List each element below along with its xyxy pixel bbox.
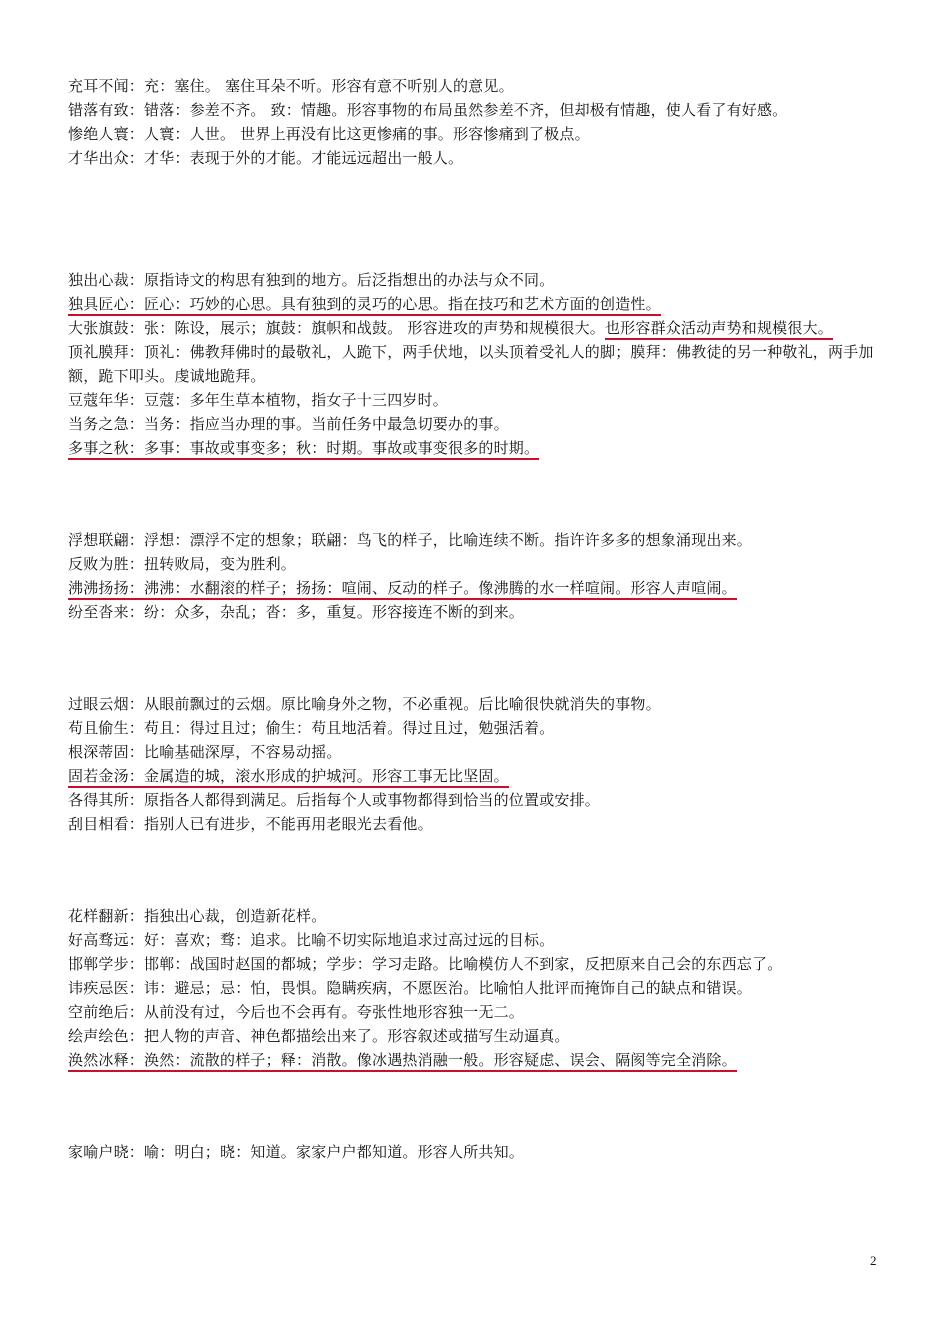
entry-text: 惨绝人寰：人寰：人世。 世界上再没有比这更惨痛的事。形容惨痛到了极点。 bbox=[68, 125, 590, 143]
entry-line bbox=[68, 412, 886, 436]
entry-text: 大张旗鼓：张：陈设，展示；旗鼓：旗帜和战鼓。 形容进攻的声势和规模很大。 bbox=[68, 319, 605, 337]
entry-line bbox=[68, 1140, 886, 1164]
entry-group bbox=[68, 528, 886, 624]
entry-line bbox=[68, 928, 886, 952]
entry-line bbox=[68, 788, 886, 812]
entry-text-underlined: 涣然冰释：涣然：流散的样子；释：消散。像冰遇热消融一般。形容疑虑、误会、隔阂等完全消除。 bbox=[68, 1051, 737, 1072]
entry-text: 纷至沓来：纷：众多，杂乱；沓：多，重复。形容接连不断的到来。 bbox=[68, 603, 525, 621]
entry-text: 顶礼膜拜：顶礼：佛教拜佛时的最敬礼，人跪下，两手伏地，以头顶着受礼人的脚；膜拜：佛教徒的另一种敬礼，两手加额，跪下叩头。虔诚地跪拜。 bbox=[68, 343, 874, 385]
entry-line bbox=[68, 740, 886, 764]
entry-text: 充耳不闻：充：塞住。 塞住耳朵不听。形容有意不听别人的意见。 bbox=[68, 77, 514, 95]
entry-line bbox=[68, 388, 886, 412]
entry-group bbox=[68, 74, 886, 170]
entry-text-underlined: 独具匠心：匠心：巧妙的心思。具有独到的灵巧的心思。指在技巧和艺术方面的创造性。 bbox=[68, 295, 661, 316]
entry-text: 才华出众：才华：表现于外的才能。才能远远超出一般人。 bbox=[68, 149, 464, 167]
entry-line bbox=[68, 316, 886, 340]
entry-line bbox=[68, 98, 886, 122]
entry-text: 错落有致：错落：参差不齐。 致：情趣。形容事物的布局虽然参差不齐，但却极有情趣，使人看了有好感。 bbox=[68, 101, 788, 119]
entry-line bbox=[68, 716, 886, 740]
entry-line bbox=[68, 812, 886, 836]
entry-line bbox=[68, 552, 886, 576]
entry-line bbox=[68, 1048, 886, 1072]
entry-line bbox=[68, 576, 886, 600]
page-number: 2 bbox=[870, 1253, 877, 1268]
entry-line bbox=[68, 268, 886, 292]
entry-group bbox=[68, 1140, 886, 1164]
entry-line bbox=[68, 146, 886, 170]
entry-text: 刮目相看：指别人已有进步，不能再用老眼光去看他。 bbox=[68, 815, 433, 833]
entry-line bbox=[68, 904, 886, 928]
entry-line bbox=[68, 952, 886, 976]
entry-line bbox=[68, 528, 886, 552]
entry-line bbox=[68, 292, 886, 316]
entry-line bbox=[68, 600, 886, 624]
entry-line bbox=[68, 764, 886, 788]
document-body bbox=[68, 74, 886, 1164]
entry-line bbox=[68, 74, 886, 98]
entry-text: 反败为胜：扭转败局，变为胜利。 bbox=[68, 555, 297, 573]
entry-text: 邯郸学步：邯郸：战国时赵国的都城；学步：学习走路。比喻模仿人不到家，反把原来自己会的东西忘了。 bbox=[68, 955, 783, 973]
entry-text: 当务之急：当务：指应当办理的事。当前任务中最急切要办的事。 bbox=[68, 415, 509, 433]
entry-line bbox=[68, 1024, 886, 1048]
entry-line bbox=[68, 692, 886, 716]
entry-text: 过眼云烟：从眼前飘过的云烟。原比喻身外之物，不必重视。后比喻很快就消失的事物。 bbox=[68, 695, 661, 713]
entry-group bbox=[68, 904, 886, 1072]
entry-text-underlined: 多事之秋：多事：事故或事变多；秋：时期。事故或事变很多的时期。 bbox=[68, 439, 539, 460]
entry-text: 绘声绘色：把人物的声音、神色都描绘出来了。形容叙述或描写生动逼真。 bbox=[68, 1027, 570, 1045]
entry-text: 浮想联翩：浮想：漂浮不定的想象；联翩：鸟飞的样子，比喻连续不断。指许许多多的想象涌现出来。 bbox=[68, 531, 753, 549]
entry-group bbox=[68, 692, 886, 836]
entry-text: 讳疾忌医：讳：避忌；忌：怕，畏惧。隐瞒疾病，不愿医治。比喻怕人批评而掩饰自己的缺点和错误。 bbox=[68, 979, 753, 997]
entry-text-underlined: 固若金汤：金属造的城，滚水形成的护城河。形容工事无比坚固。 bbox=[68, 767, 509, 788]
entry-text: 好高骛远：好：喜欢；骛：追求。比喻不切实际地追求过高过远的目标。 bbox=[68, 931, 555, 949]
entry-text-underlined: 也形容群众活动声势和规模很大。 bbox=[605, 319, 833, 340]
entry-group bbox=[68, 268, 886, 460]
entry-text: 空前绝后：从前没有过，今后也不会再有。夸张性地形容独一无二。 bbox=[68, 1003, 525, 1021]
entry-text: 苟且偷生：苟且：得过且过；偷生：苟且地活着。得过且过，勉强活着。 bbox=[68, 719, 555, 737]
entry-text: 独出心裁：原指诗文的构思有独到的地方。后泛指想出的办法与众不同。 bbox=[68, 271, 555, 289]
entry-text: 家喻户晓：喻：明白；晓：知道。家家户户都知道。形容人所共知。 bbox=[68, 1143, 525, 1161]
entry-text: 各得其所：原指各人都得到满足。后指每个人或事物都得到恰当的位置或安排。 bbox=[68, 791, 601, 809]
entry-line bbox=[68, 436, 886, 460]
entry-text: 豆蔻年华：豆蔻：多年生草本植物，指女子十三四岁时。 bbox=[68, 391, 449, 409]
entry-text-underlined: 沸沸扬扬：沸沸：水翻滚的样子；扬扬：喧闹、反动的样子。像沸腾的水一样喧闹。形容人声喧闹。 bbox=[68, 579, 737, 600]
entry-line bbox=[68, 1000, 886, 1024]
entry-text: 花样翻新：指独出心裁，创造新花样。 bbox=[68, 907, 327, 925]
entry-line bbox=[68, 122, 886, 146]
entry-line bbox=[68, 976, 886, 1000]
entry-text: 根深蒂固：比喻基础深厚，不容易动摇。 bbox=[68, 743, 342, 761]
entry-line bbox=[68, 340, 886, 388]
